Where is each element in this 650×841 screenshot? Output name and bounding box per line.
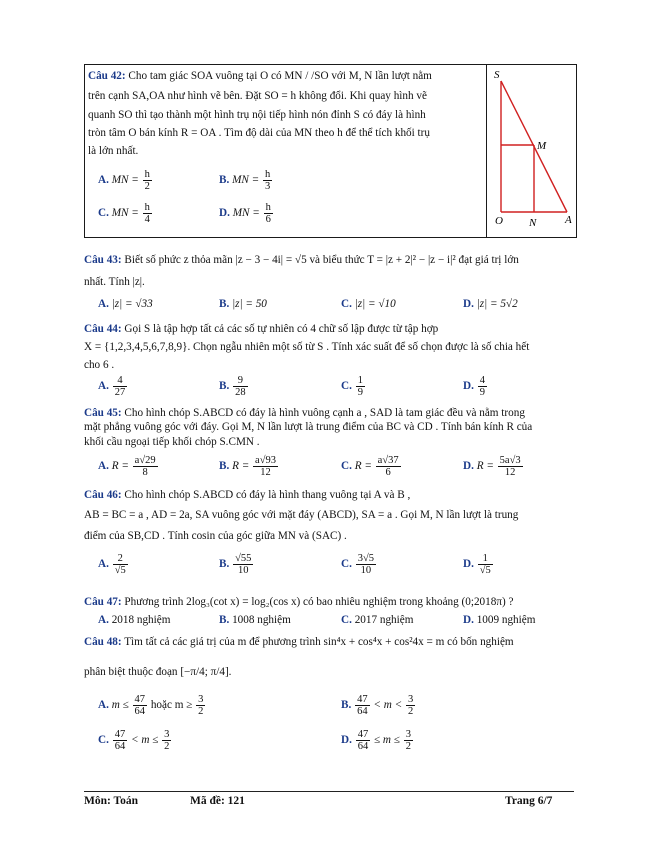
q42-option-c[interactable] bbox=[98, 202, 153, 225]
option-key: A. bbox=[98, 614, 109, 626]
q46-option-b[interactable] bbox=[219, 553, 254, 576]
q48-label: Câu 48: bbox=[84, 636, 122, 648]
option-key: B. bbox=[341, 699, 352, 712]
option-text: MN = bbox=[232, 207, 260, 220]
q47-option-c[interactable] bbox=[341, 613, 413, 627]
q43-label: Câu 43: bbox=[84, 254, 122, 266]
option-key: B. bbox=[219, 614, 230, 626]
q46-line3: điểm của SB,CD . Tính cosin của góc giữa MN và (SAC) . bbox=[84, 530, 347, 542]
option-text: 2018 nghiệm bbox=[111, 614, 171, 626]
fraction: $\frac{3}{2}$ bbox=[407, 694, 414, 717]
q44-option-b[interactable] bbox=[219, 375, 249, 398]
option-key: B. bbox=[219, 380, 230, 393]
fraction: $\frac{h}{4}$ bbox=[144, 202, 150, 225]
q45-line1 bbox=[84, 406, 525, 420]
fraction: $\frac{h}{2}$ bbox=[144, 169, 150, 192]
option-key: D. bbox=[463, 460, 474, 473]
q44-option-d[interactable] bbox=[463, 375, 488, 398]
fraction: $\frac{9}{28}$ bbox=[235, 375, 246, 398]
q42-line1 bbox=[88, 69, 432, 83]
option-key: A. bbox=[98, 174, 109, 187]
q43-option-d[interactable] bbox=[463, 297, 518, 311]
q42-line3: quanh SO thì tạo thành một hình trụ nội tiếp hình nón đỉnh S có đáy là hình bbox=[88, 109, 426, 121]
option-text: R = bbox=[232, 460, 250, 473]
option-text: 2017 nghiệm bbox=[354, 614, 414, 626]
fraction: $\frac{3√5}{10}$ bbox=[357, 553, 374, 576]
option-key: A. bbox=[98, 699, 109, 712]
q42-text-1: Cho tam giác SOA vuông tại O có MN / /SO với M, N lần lượt nằm bbox=[128, 70, 432, 82]
q46-option-d[interactable] bbox=[463, 553, 494, 576]
option-text: ≤ m ≤ bbox=[373, 734, 400, 747]
fraction: $\frac{1}{9}$ bbox=[357, 375, 363, 398]
option-text: R = bbox=[476, 460, 494, 473]
option-key: C. bbox=[341, 558, 352, 571]
q45-label: Câu 45: bbox=[84, 407, 122, 419]
fig-label-s: S bbox=[494, 69, 500, 81]
q42-figure-box bbox=[486, 64, 577, 238]
q43-text-1: Biết số phức z thỏa mãn |z − 3 − 4i| = √5 và biểu thức T = |z + 2|² − |z − i|² đạt giá trị lớn bbox=[124, 254, 519, 266]
option-text: R = bbox=[111, 460, 129, 473]
q48-text-2a: phân biệt thuộc đoạn bbox=[84, 666, 178, 678]
option-key: D. bbox=[463, 380, 474, 393]
fraction: $\frac{h}{3}$ bbox=[265, 169, 271, 192]
q43-option-a[interactable] bbox=[98, 297, 153, 311]
q48-interval: [−π/4; π/4]. bbox=[180, 666, 232, 678]
q47-label: Câu 47: bbox=[84, 596, 122, 608]
option-text: hoặc m ≥ bbox=[150, 699, 193, 712]
q44-text-1: Gọi S là tập hợp tất cả các số tự nhiên có 4 chữ số lập được từ tập hợp bbox=[124, 323, 439, 335]
q43-line2: nhất. Tính |z|. bbox=[84, 276, 145, 288]
option-key: C. bbox=[341, 298, 352, 310]
fraction: $\frac{1}{√5}$ bbox=[479, 553, 491, 576]
fraction: $\frac{2}{√5}$ bbox=[114, 553, 126, 576]
q46-label: Câu 46: bbox=[84, 489, 122, 501]
q43-option-b[interactable] bbox=[219, 297, 267, 311]
option-text: < m < bbox=[373, 699, 403, 712]
q42-line4: tròn tâm O bán kính R = OA . Tìm độ dài của MN theo h để thể tích khối trụ bbox=[88, 127, 430, 139]
q43-line1 bbox=[84, 253, 519, 267]
q45-option-c[interactable] bbox=[341, 455, 402, 478]
option-key: C. bbox=[98, 734, 109, 747]
q48-option-d[interactable] bbox=[341, 729, 414, 752]
q46-option-c[interactable] bbox=[341, 553, 377, 576]
fraction: $\frac{a√93}{12}$ bbox=[255, 455, 276, 478]
q42-option-d[interactable] bbox=[219, 202, 274, 225]
q45-line2: mặt phẳng vuông góc với đáy. Gọi M, N lần lượt là trung điểm của BC và CD . Tính bán kính R của bbox=[84, 421, 533, 433]
option-key: C. bbox=[341, 380, 352, 393]
q47-text-1: Phương trình 2log₃(cot x) = log₂(cos x) có bao nhiêu nghiệm trong khoảng (0;2018π) ? bbox=[124, 596, 514, 608]
fraction: $\frac{3}{2}$ bbox=[405, 729, 411, 752]
q47-option-a[interactable] bbox=[98, 613, 170, 627]
q47-option-d[interactable] bbox=[463, 613, 535, 627]
q48-line2 bbox=[84, 665, 231, 679]
q46-text-1: Cho hình chóp S.ABCD có đáy là hình thang vuông tại A và B , bbox=[124, 489, 411, 501]
q42-option-b[interactable] bbox=[219, 169, 273, 192]
option-text: R = bbox=[354, 460, 372, 473]
option-text: m ≤ bbox=[111, 699, 129, 712]
q45-line3: khối cầu ngoại tiếp khối chóp S.CMN . bbox=[84, 436, 260, 448]
q46-line1 bbox=[84, 488, 410, 502]
option-key: D. bbox=[463, 298, 474, 310]
q48-option-a[interactable] bbox=[98, 694, 206, 717]
q46-line2: AB = BC = a , AD = 2a, SA vuông góc với mặt đáy (ABCD), SA = a . Gọi M, N lần lượt là trung bbox=[84, 509, 519, 521]
footer-divider bbox=[84, 791, 574, 792]
fraction: $\frac{h}{6}$ bbox=[265, 202, 271, 225]
q47-line1 bbox=[84, 595, 513, 609]
q45-text-1: Cho hình chóp S.ABCD có đáy là hình vuông cạnh a , SAD là tam giác đều và nằm trong bbox=[124, 407, 525, 419]
q48-text-1: Tìm tất cả các giá trị của m để phương trình sin⁴x + cos⁴x + cos²4x = m có bốn nghiệm bbox=[124, 636, 514, 648]
q44-line2: X = {1,2,3,4,5,6,7,8,9}. Chọn ngẫu nhiên một số từ S . Tính xác suất để số chọn được là số chia hết bbox=[84, 341, 530, 353]
option-text: |z| = √33 bbox=[111, 298, 153, 310]
q42-label: Câu 42: bbox=[88, 70, 126, 82]
fraction: $\frac{3}{2}$ bbox=[164, 729, 170, 752]
fraction: $\frac{47}{64}$ bbox=[357, 729, 369, 752]
option-key: D. bbox=[463, 558, 474, 571]
option-key: C. bbox=[341, 614, 352, 626]
option-text: MN = bbox=[111, 207, 139, 220]
option-key: A. bbox=[98, 558, 109, 571]
q48-line1 bbox=[84, 635, 514, 649]
footer-exam-code: Mã đề: 121 bbox=[190, 795, 245, 807]
q44-line3: cho 6 . bbox=[84, 359, 115, 371]
fig-label-n: N bbox=[529, 217, 537, 229]
fig-label-o: O bbox=[495, 215, 503, 227]
option-text: 1009 nghiệm bbox=[476, 614, 536, 626]
option-key: B. bbox=[219, 460, 230, 473]
fraction: $\frac{4}{27}$ bbox=[114, 375, 126, 398]
q44-option-a[interactable] bbox=[98, 375, 128, 398]
q45-option-b[interactable] bbox=[219, 455, 279, 478]
option-key: D. bbox=[341, 734, 352, 747]
q42-triangle-figure bbox=[487, 65, 576, 237]
fraction: $\frac{47}{64}$ bbox=[134, 694, 146, 717]
fraction: $\frac{47}{64}$ bbox=[114, 729, 126, 752]
option-text: |z| = 5√2 bbox=[476, 298, 518, 310]
option-key: B. bbox=[219, 298, 230, 310]
q44-option-c[interactable] bbox=[341, 375, 366, 398]
option-key: D. bbox=[463, 614, 474, 626]
q42-option-a[interactable] bbox=[98, 169, 153, 192]
option-key: C. bbox=[341, 460, 352, 473]
q45-option-a[interactable] bbox=[98, 455, 159, 478]
fraction: $\frac{a√29}{8}$ bbox=[134, 455, 156, 478]
option-key: A. bbox=[98, 460, 109, 473]
fig-label-m: M bbox=[537, 140, 547, 152]
q44-line1 bbox=[84, 322, 438, 336]
q47-option-b[interactable] bbox=[219, 613, 291, 627]
option-text: MN = bbox=[111, 174, 139, 187]
fraction: $\frac{47}{64}$ bbox=[357, 694, 368, 717]
option-key: A. bbox=[98, 298, 109, 310]
q48-option-c[interactable] bbox=[98, 729, 172, 752]
fraction: $\frac{a√37}{6}$ bbox=[377, 455, 399, 478]
option-text: |z| = 50 bbox=[232, 298, 267, 310]
q44-label: Câu 44: bbox=[84, 323, 122, 335]
option-key: D. bbox=[219, 207, 230, 220]
footer-page-number: Trang 6/7 bbox=[505, 795, 553, 807]
q42-line2: trên cạnh SA,OA như hình vẽ bên. Đặt SO = h không đổi. Khi quay hình vẽ bbox=[88, 90, 427, 102]
fraction: $\frac{5a√3}{12}$ bbox=[499, 455, 521, 478]
option-key: C. bbox=[98, 207, 109, 220]
option-text: |z| = √10 bbox=[354, 298, 396, 310]
q42-line5: là lớn nhất. bbox=[88, 145, 139, 157]
option-key: B. bbox=[219, 174, 230, 187]
fraction: $\frac{4}{9}$ bbox=[479, 375, 485, 398]
q45-option-d[interactable] bbox=[463, 455, 524, 478]
q43-option-c[interactable] bbox=[341, 297, 396, 311]
fraction: $\frac{√55}{10}$ bbox=[235, 553, 252, 576]
footer-subject: Môn: Toán bbox=[84, 795, 139, 807]
option-text: MN = bbox=[232, 174, 260, 187]
option-key: B. bbox=[219, 558, 230, 571]
q48-option-b[interactable] bbox=[341, 694, 416, 717]
q46-option-a[interactable] bbox=[98, 553, 129, 576]
option-text: < m ≤ bbox=[130, 734, 159, 747]
option-key: A. bbox=[98, 380, 109, 393]
option-text: 1008 nghiệm bbox=[232, 614, 291, 626]
fig-label-a: A bbox=[565, 214, 572, 226]
fraction: $\frac{3}{2}$ bbox=[198, 694, 204, 717]
